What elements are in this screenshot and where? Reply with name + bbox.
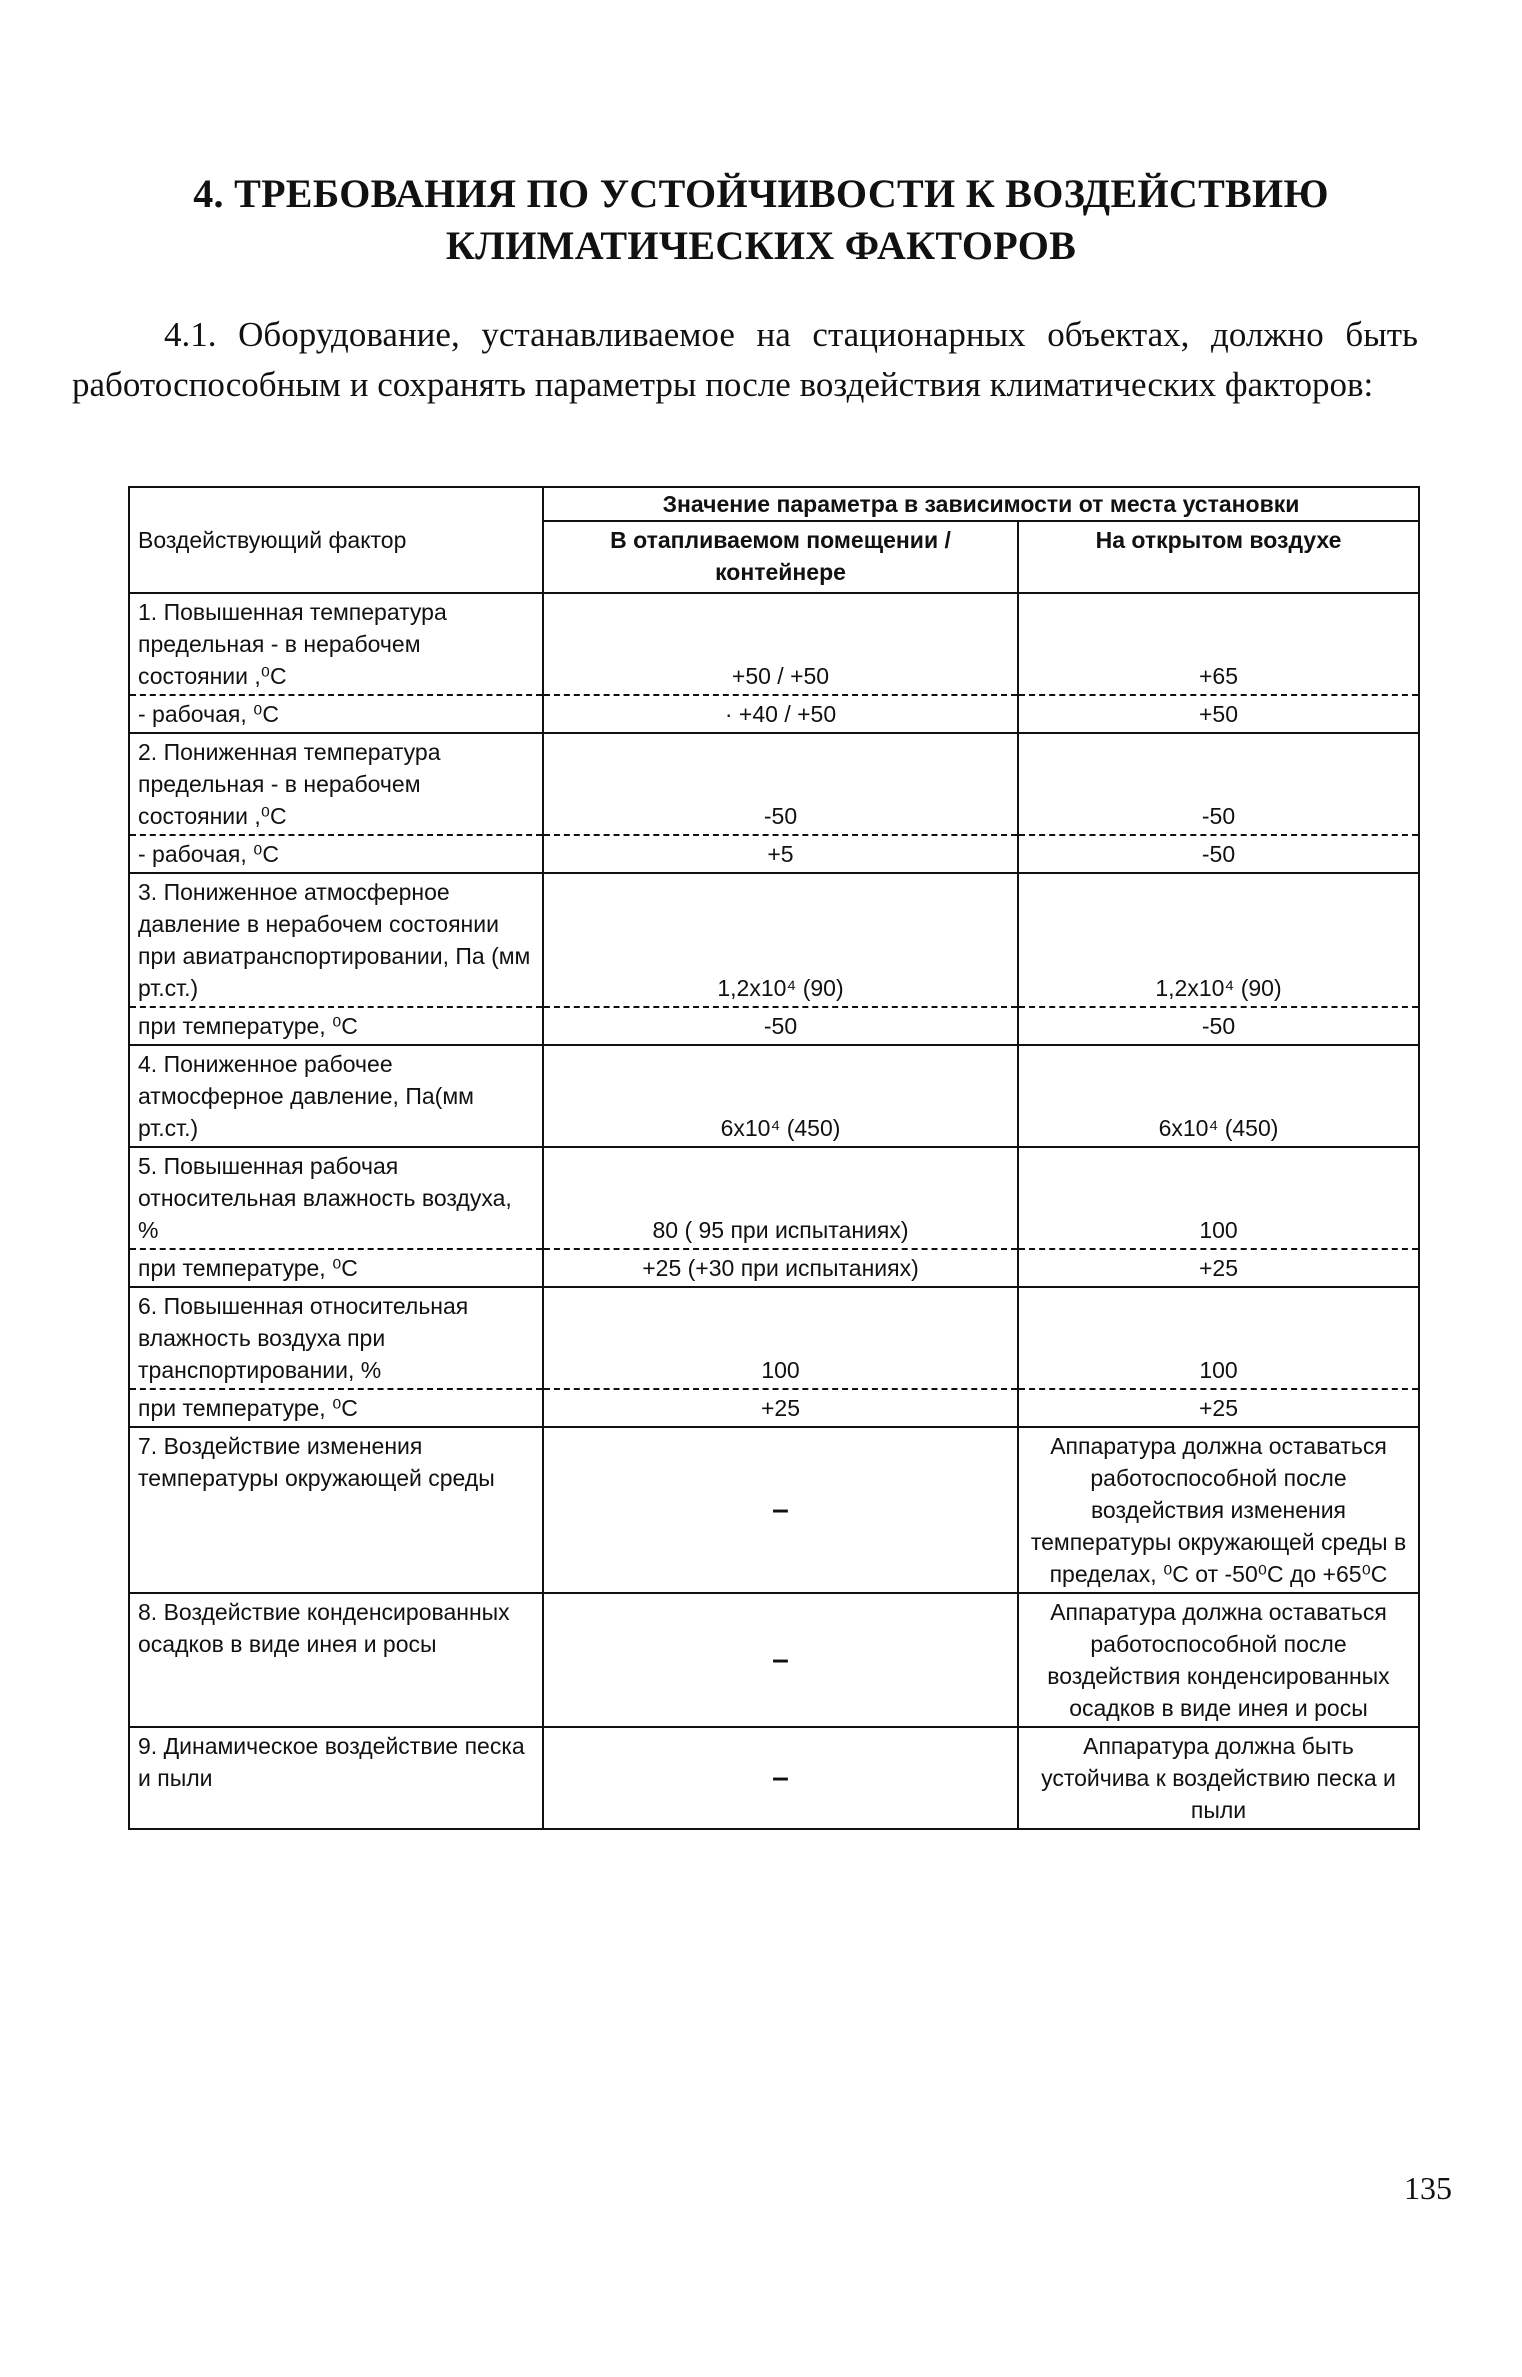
- factor-cell: 3. Пониженное атмосферное давление в нерабочем состоянии при авиатранспортировании, Па (мм рт.ст.): [129, 873, 543, 1007]
- outdoor-cell: Аппаратура должна быть устойчива к воздействию песка и пыли: [1018, 1727, 1419, 1829]
- factor-cell: 7. Воздействие изменения температуры окружающей среды: [129, 1427, 543, 1593]
- indoor-cell: –: [543, 1727, 1018, 1829]
- factor-cell: - рабочая, ⁰С: [129, 695, 543, 733]
- table-row: [129, 593, 1419, 695]
- outdoor-cell: 100: [1018, 1147, 1419, 1249]
- indoor-cell: +5: [543, 835, 1018, 873]
- table-row: [129, 1007, 1419, 1045]
- indoor-cell: 80 ( 95 при испытаниях): [543, 1147, 1018, 1249]
- outdoor-cell: Аппаратура должна оставаться работоспособной после воздействия изменения температуры окружающей среды в пределах, ⁰С от -50⁰С до +65⁰С: [1018, 1427, 1419, 1593]
- factor-cell: 2. Пониженная температура предельная - в нерабочем состоянии ,⁰С: [129, 733, 543, 835]
- table-row: [129, 1593, 1419, 1727]
- page-number: 135: [1404, 2170, 1452, 2206]
- table-row: [129, 873, 1419, 1007]
- indoor-cell: +25: [543, 1389, 1018, 1427]
- outdoor-cell: -50: [1018, 835, 1419, 873]
- header-outdoor: На открытом воздухе: [1018, 521, 1419, 593]
- indoor-cell: –: [543, 1593, 1018, 1727]
- section-heading: [130, 168, 1392, 272]
- indoor-cell: 1,2x10⁴ (90): [543, 873, 1018, 1007]
- indoor-cell: –: [543, 1427, 1018, 1593]
- outdoor-cell: -50: [1018, 733, 1419, 835]
- factor-cell: 8. Воздействие конденсированных осадков в виде инея и росы: [129, 1593, 543, 1727]
- indoor-cell: -50: [543, 733, 1018, 835]
- intro-paragraph: [72, 310, 1418, 410]
- table-row: [129, 1427, 1419, 1593]
- indoor-cell: · +40 / +50: [543, 695, 1018, 733]
- factor-cell: при температуре, ⁰С: [129, 1389, 543, 1427]
- factor-cell: 6. Повышенная относительная влажность воздуха при транспортировании, %: [129, 1287, 543, 1389]
- table-row: [129, 695, 1419, 733]
- section-heading-line-1: 4. ТРЕБОВАНИЯ ПО УСТОЙЧИВОСТИ К ВОЗДЕЙСТВИЮ: [193, 171, 1329, 216]
- table-row: [129, 1727, 1419, 1829]
- header-group: Значение параметра в зависимости от места установки: [543, 487, 1419, 521]
- indoor-cell: +50 / +50: [543, 593, 1018, 695]
- outdoor-cell: +25: [1018, 1249, 1419, 1287]
- outdoor-cell: 1,2x10⁴ (90): [1018, 873, 1419, 1007]
- factor-cell: 1. Повышенная температура предельная - в нерабочем состоянии ,⁰С: [129, 593, 543, 695]
- table-row: [129, 1249, 1419, 1287]
- table-row: [129, 835, 1419, 873]
- factor-cell: 4. Пониженное рабочее атмосферное давление, Па(мм рт.ст.): [129, 1045, 543, 1147]
- table-row: [129, 1287, 1419, 1389]
- table-row: [129, 1389, 1419, 1427]
- indoor-cell: +25 (+30 при испытаниях): [543, 1249, 1018, 1287]
- indoor-cell: -50: [543, 1007, 1018, 1045]
- table-row: [129, 733, 1419, 835]
- indoor-cell: 6x10⁴ (450): [543, 1045, 1018, 1147]
- outdoor-cell: +50: [1018, 695, 1419, 733]
- outdoor-cell: +25: [1018, 1389, 1419, 1427]
- factor-cell: при температуре, ⁰С: [129, 1007, 543, 1045]
- outdoor-cell: -50: [1018, 1007, 1419, 1045]
- indoor-cell: 100: [543, 1287, 1018, 1389]
- header-indoor: В отапливаемом помещении / контейнере: [543, 521, 1018, 593]
- factor-cell: при температуре, ⁰С: [129, 1249, 543, 1287]
- factor-cell: 9. Динамическое воздействие песка и пыли: [129, 1727, 543, 1829]
- factor-cell: 5. Повышенная рабочая относительная влажность воздуха, %: [129, 1147, 543, 1249]
- intro-text: 4.1. Оборудование, устанавливаемое на стационарных объектах, должно быть работоспособным и сохранять параметры после воздействия климатических факторов:: [72, 315, 1418, 404]
- factor-cell: - рабочая, ⁰С: [129, 835, 543, 873]
- table-row: [129, 1147, 1419, 1249]
- table-header-row: [129, 487, 1419, 521]
- climate-requirements-table: [128, 486, 1420, 1830]
- outdoor-cell: Аппаратура должна оставаться работоспособной после воздействия конденсированных осадков в виде инея и росы: [1018, 1593, 1419, 1727]
- table-row: [129, 1045, 1419, 1147]
- header-factor: Воздействующий фактор: [129, 487, 543, 593]
- section-heading-line-2: КЛИМАТИЧЕСКИХ ФАКТОРОВ: [445, 223, 1077, 268]
- outdoor-cell: 100: [1018, 1287, 1419, 1389]
- outdoor-cell: 6x10⁴ (450): [1018, 1045, 1419, 1147]
- outdoor-cell: +65: [1018, 593, 1419, 695]
